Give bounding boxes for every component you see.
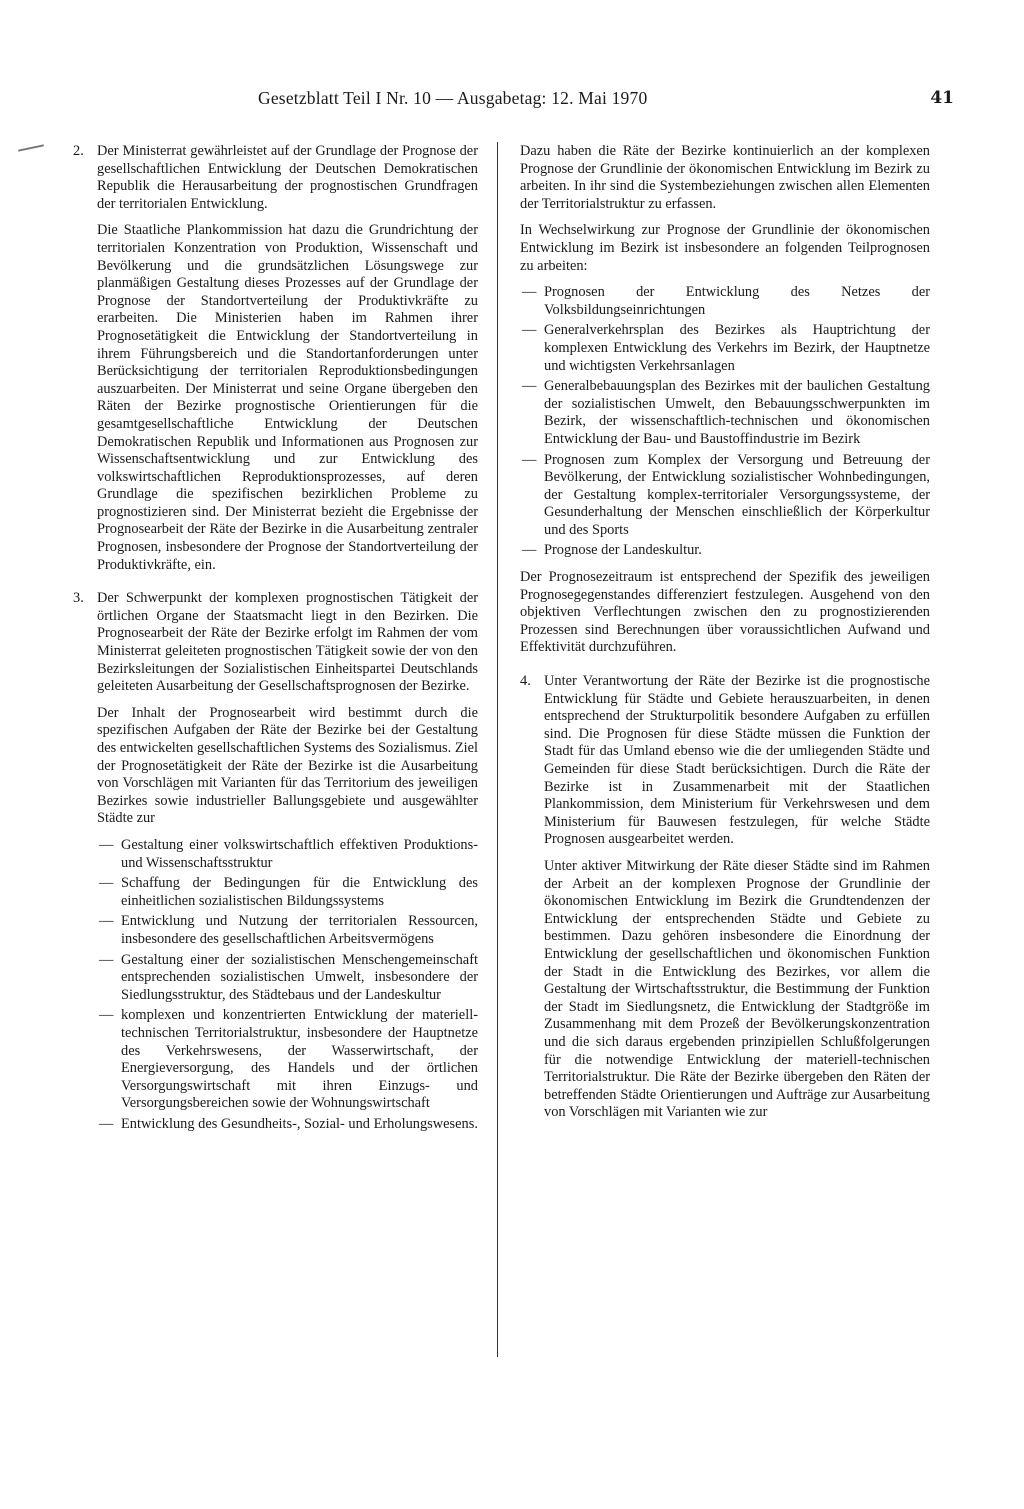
section-2	[73, 143, 478, 574]
column-divider	[497, 142, 498, 1357]
left-column	[73, 143, 478, 1142]
list-item: — Gestaltung einer der sozialistischen Menschengemeinschaft entsprechenden sozialistischen Umwelt, insbesondere der Siedlungsstruktur, des Städtebaus und der Landeskultur	[97, 952, 478, 1005]
list-item: — Generalbebauungsplan des Bezirkes mit der baulichen Gestaltung der sozialistischen Umwelt, den Bebauungsschwerpunkten im Bezirk, der wissenschaftlich-technischen und ökonomischen Entwicklung der Bau- und Baustoffindustrie im Bezirk	[520, 378, 930, 448]
dash-list	[97, 837, 478, 1134]
paragraph: In Wechselwirkung zur Prognose der Grundlinie der ökonomischen Entwicklung im Bezirk ist insbesondere an folgenden Teilprognosen zu arbeiten:	[520, 222, 930, 274]
list-item: — komplexen und konzentrierten Entwicklung der materiell-technischen Territorialstruktur, insbesondere der Hauptnetze des Verkehrswesens, der Wasserwirtschaft, der Energieversorgung, des Handels und der örtlichen Versorgungswirtschaft mit ihren Einzugs- und Versorgungsbereichen sowie der Wohnungswirtschaft	[97, 1007, 478, 1113]
section-number: 2.	[73, 143, 84, 159]
section-4	[520, 673, 930, 1122]
section-number: 3.	[73, 590, 84, 607]
list-item: — Generalverkehrsplan des Bezirkes als Hauptrichtung der komplexen Entwicklung des Verkehrs im Bezirk, der Hauptnetze und wichtigsten Verkehrsanlagen	[520, 322, 930, 375]
paragraph: Unter Verantwortung der Räte der Bezirke ist die prognostische Entwicklung für Städte und Gebiete herauszuarbeiten, in denen entsprechend der Strukturpolitik besondere Aufgaben zu erfüllen sind. Die Prognosen für diese Städte müssen die Funktion der Stadt für das Umland ebenso wie die der umliegenden Städte und Gemeinden für diese Stadt berücksichtigen. Durch die Räte der Bezirke ist in Zusammenarbeit mit der Staatlichen Plankommission, dem Ministerium für Verkehrswesen und dem Ministerium für Bauwesen festzulegen, für welche Städte Prognosen ausgearbeitet werden.	[544, 673, 930, 848]
paragraph: Der Inhalt der Prognosearbeit wird bestimmt durch die spezifischen Aufgaben der Räte der Bezirke bei der Gestaltung des entwickelten gesellschaftlichen Systems des Sozialismus. Ziel der Prognosetätigkeit der Räte der Bezirke ist die Ausarbeitung von Vorschlägen mit Varianten für das Territorium des jeweiligen Bezirkes sowie industrieller Ballungsgebiete und ausgewählter Städte zur	[97, 704, 478, 827]
list-item: — Entwicklung des Gesundheits-, Sozial- und Erholungswesens.	[97, 1116, 478, 1134]
list-item: — Prognosen der Entwicklung des Netzes der Volksbildungseinrichtungen	[520, 284, 930, 319]
list-item: — Entwicklung und Nutzung der territorialen Ressourcen, insbesondere des gesellschaftlichen Arbeitsvermögens	[97, 913, 478, 948]
section-number: 4.	[520, 673, 531, 690]
right-column	[520, 143, 930, 1131]
paragraph: Der Ministerrat gewährleistet auf der Grundlage der Prognose der gesellschaftlichen Entwicklung der Deutschen Demokratischen Republik die Herausarbeitung der prognostischen Grundfragen der territorialen Entwicklung.	[97, 143, 478, 212]
list-item: — Prognosen zum Komplex der Versorgung und Betreuung der Bevölkerung, der Entwicklung sozialistischer Wohnbedingungen, der Gestaltung komplex-territorialer Versorgungssysteme, der Gesunderhaltung der Menschen einschließlich der Körperkultur und des Sports	[520, 452, 930, 540]
list-item: — Gestaltung einer volkswirtschaftlich effektiven Produktions- und Wissenschaftsstruktur	[97, 837, 478, 872]
list-item: — Prognose der Landeskultur.	[520, 542, 930, 560]
list-item: — Schaffung der Bedingungen für die Entwicklung des einheitlichen sozialistischen Bildungssystems	[97, 875, 478, 910]
paragraph: Der Prognosezeitraum ist entsprechend der Spezifik des jeweiligen Prognosegegenstandes differenziert festzulegen. Ausgehend von den objektiven Verflechtungen zwischen den zu prognostizierenden Prozessen sind Berechnungen über voraussichtlichen Aufwand und Effektivität durchzuführen.	[520, 569, 930, 656]
paragraph: Der Schwerpunkt der komplexen prognostischen Tätigkeit der örtlichen Organe der Staatsmacht liegt in den Bezirken. Die Prognosearbeit der Räte der Bezirke erfolgt im Rahmen der vom Ministerrat geleiteten prognostischen Tätigkeit sowie der von den Bezirksleitungen der Sozialistischen Einheitspartei Deutschlands geleiteten Ausarbeitung der Gesellschaftsprognosen der Bezirke.	[97, 590, 478, 695]
dash-list	[520, 284, 930, 560]
pencil-mark	[18, 144, 44, 151]
page-header: Gesetzblatt Teil I Nr. 10 — Ausgabetag: 12. Mai 1970	[258, 88, 648, 108]
section-3	[73, 590, 478, 1133]
paragraph: Dazu haben die Räte der Bezirke kontinuierlich an der komplexen Prognose der Grundlinie der ökonomischen Entwicklung im Bezirk zu arbeiten. In ihr sind die Systembeziehungen zwischen allen Elementen der Territorialstruktur zu erfassen.	[520, 143, 930, 212]
page-number: 41	[930, 88, 954, 108]
paragraph: Die Staatliche Plankommission hat dazu die Grundrichtung der territorialen Konzentration von Produktion, Wissenschaft und Bevölkerung und die grundsätzlichen Lösungswege zur planmäßigen Gestaltung dieses Prozesses auf der Grundlage der Prognose der Standortverteilung der Produktivkräfte zu erarbeiten. Die Ministerien haben im Rahmen ihrer Prognosetätigkeit die Entwicklung der Standortverteilung in ihrem Führungsbereich und die Standortanforderungen unter Berücksichtigung der territorialen Reproduktionsbedingungen auszuarbeiten. Der Ministerrat und seine Organe übergeben den Räten der Bezirke prognostische Orientierungen für die gesamtgesellschaftliche Entwicklung der Deutschen Demokratischen Republik und Informationen aus Prognosen zur Wissenschaftsentwicklung und zur Entwicklung des volkswirtschaftlichen Reproduktionsprozesses, auf deren Grundlage die spezifischen bezirklichen Probleme zu prognostizieren sind. Der Ministerrat bezieht die Ergebnisse der Prognosearbeit der Räte der Bezirke in die Ausarbeitung zentraler Prognosen, insbesondere der Prognose der Standortverteilung der Produktivkräfte, ein.	[97, 222, 478, 573]
paragraph: Unter aktiver Mitwirkung der Räte dieser Städte sind im Rahmen der Arbeit an der komplexen Prognose der Grundlinie der ökonomischen Entwicklung im Bezirk die Grundtendenzen der Entwicklung der entsprechenden Städte und Gebiete zu bestimmen. Dazu gehören insbesondere die Einordnung der Entwicklung der gesellschaftlichen und ökonomischen Funktion der Stadt in die Entwicklung des Bezirkes, vor allem die Gestaltung der Wirtschaftsstruktur, die Bestimmung der Funktion der Stadt im Siedlungsnetz, die Entwicklung der Stadtgröße im Zusammenhang mit dem Prozeß der Bevölkerungskonzentration und die sich daraus ergebenden prinzipiellen Schlußfolgerungen für die notwendige Entwicklung der materiell-technischen Territorialstruktur. Die Räte der Bezirke übergeben den Räten der betreffenden Städte Orientierungen und Aufträge zur Ausarbeitung von Vorschlägen mit Varianten wie zur	[544, 857, 930, 1121]
